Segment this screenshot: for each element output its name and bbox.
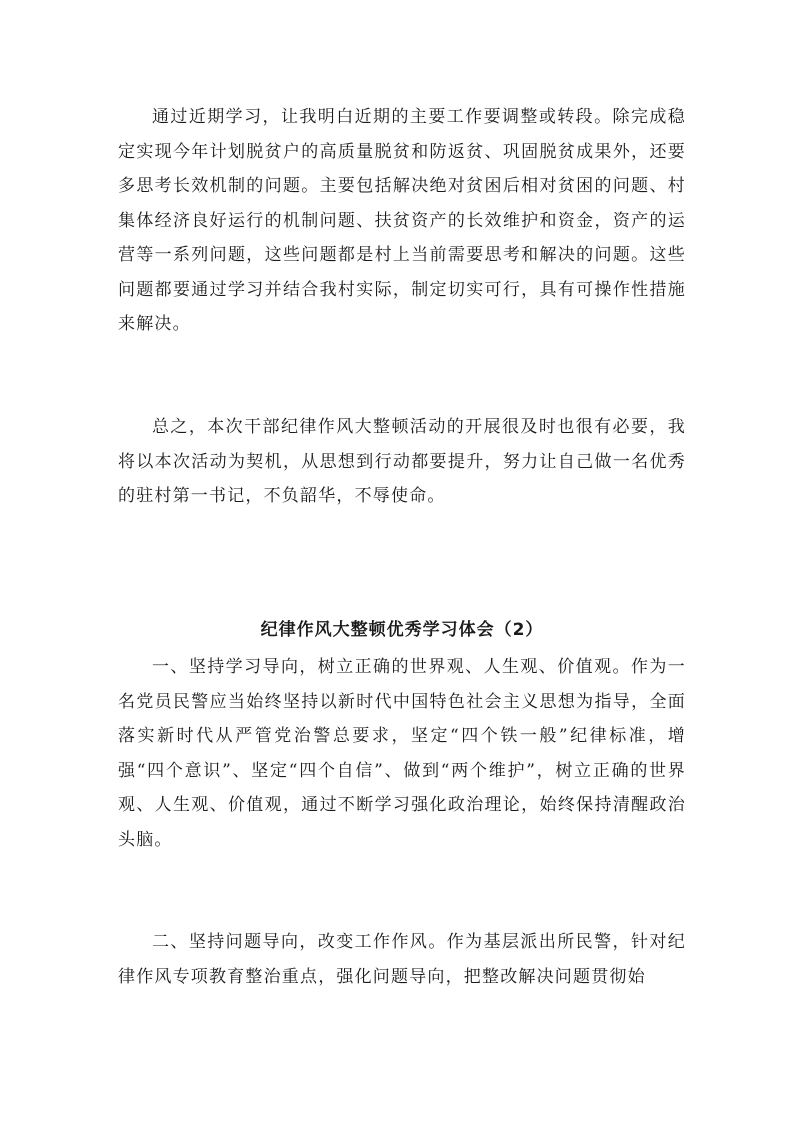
paragraph-conclusion: 总之，本次干部纪律作风大整顿活动的开展很及时也很有必要，我将以本次活动为契机，从思想到行动都要提升，努力让自己做一名优秀的驻村第一书记，不负韶华，不辱使命。 xyxy=(118,417,686,506)
paragraph-study-reflection: 通过近期学习，让我明白近期的主要工作要调整或转段。除完成稳定实现今年计划脱贫户的高质量脱贫和防返贫、巩固脱贫成果外，还要多思考长效机制的问题。主要包括解决绝对贫困后相对贫困的问题、村集体经济良好运行的机制问题、扶贫资产的长效维护和资金，资产的运营等一系列问题，这些问题都是村上当前需要思考和解决的问题。这些问题都要通过学习并结合我村实际，制定切实可行，具有可操作性措施来解决。 xyxy=(118,107,686,334)
paragraph-point-two: 二、坚持问题导向，改变工作作风。作为基层派出所民警，针对纪律作风专项教育整治重点，强化问题导向，把整改解决问题贯彻始 xyxy=(118,932,686,987)
paragraph-point-one: 一、坚持学习导向，树立正确的世界观、人生观、价值观。作为一名党员民警应当始终坚持以新时代中国特色社会主义思想为指导，全面落实新时代从严管党治警总要求，坚定“四个铁一般”纪律标准，增强“四个意识”、坚定“四个自信”、做到“两个维护”，树立正确的世界观、人生观、价值观，通过不断学习强化政治理论，始终保持清醒政治头脑。 xyxy=(118,657,686,850)
section-title: 纪律作风大整顿优秀学习体会（2） xyxy=(260,620,544,640)
